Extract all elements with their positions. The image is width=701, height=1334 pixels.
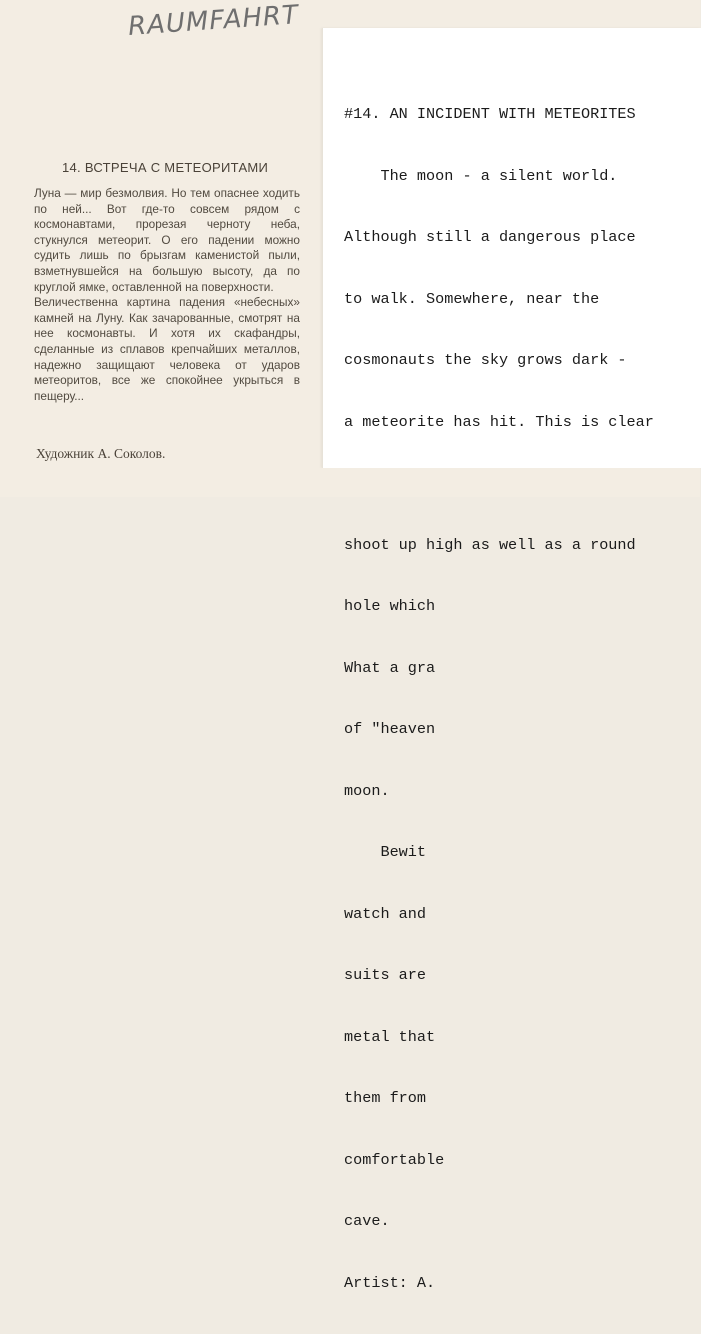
handwritten-note: RAUMFAHRT bbox=[127, 0, 300, 42]
english-line: a meteorite has hit. This is clear bbox=[344, 412, 654, 431]
english-line: to walk. Somewhere, near the bbox=[344, 289, 600, 308]
english-artist-credit: Artist: A. bbox=[344, 1273, 436, 1292]
english-line: Although still a dangerous place bbox=[344, 228, 636, 246]
english-line: watch and bbox=[344, 904, 427, 923]
english-line: cosmonauts the sky grows dark - bbox=[344, 351, 627, 369]
english-line: moon. bbox=[344, 781, 390, 800]
english-line: What a gra bbox=[344, 658, 436, 677]
card-bottom-edge bbox=[0, 468, 700, 497]
russian-paragraph: Луна — мир безмолвия. Но тем опаснее ходить по ней... Вот где-то совсем рядом с космонавтами, прорезая черноту неба, стукнулся метеорит. О его падении можно судить лишь по брызгам каменистой пыли, взметнувшейся на большую высоту, да по круглой ямке, оставленной на поверхности. bbox=[34, 186, 300, 294]
english-line: cave. bbox=[344, 1212, 390, 1230]
english-line: shoot up high as well as a round bbox=[344, 535, 636, 554]
english-line: metal that bbox=[344, 1027, 436, 1046]
russian-paragraph: Величественна картина падения «небесных» камней на Луну. Как зачарованные, смотрят на нее космонавты. И хотя их скафандры, сделанные из сплавов крепчайших металлов, надежно защищают человека от ударов метеоритов, все же спокойнее укрыться в пещеру... bbox=[34, 295, 300, 403]
russian-description bbox=[34, 186, 300, 404]
english-line: suits are bbox=[344, 966, 427, 984]
english-line: hole which bbox=[344, 597, 436, 615]
russian-title: 14. ВСТРЕЧА С МЕТЕОРИТАМИ bbox=[62, 160, 269, 175]
english-line: comfortable bbox=[344, 1150, 445, 1169]
russian-artist-credit: Художник А. Соколов. bbox=[36, 446, 166, 461]
english-line: of "heaven bbox=[344, 720, 436, 738]
english-line: them from bbox=[344, 1089, 427, 1107]
english-title: #14. AN INCIDENT WITH METEORITES bbox=[344, 105, 636, 123]
english-line: The moon - a silent world. bbox=[344, 166, 618, 185]
english-translation-text bbox=[344, 63, 696, 1334]
english-line: Bewit bbox=[344, 843, 427, 861]
